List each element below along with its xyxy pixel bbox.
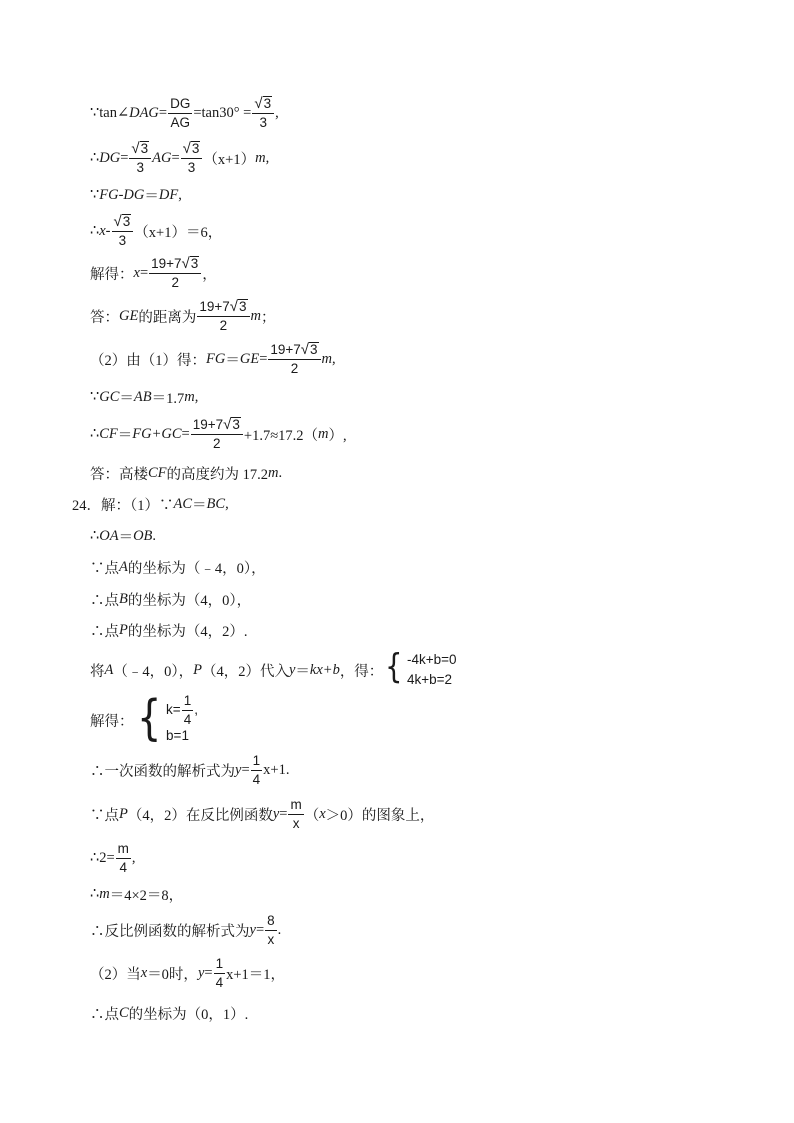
text: m	[255, 149, 266, 166]
line-inverse-result: ∴反比例函数的解析式为 y = $\frac{8}{x}$ .	[90, 913, 282, 947]
line-solve-kb: 解得： { k= $\frac{1}{4}$ , b=1	[90, 690, 198, 746]
line-gc-ab: ∵ GC ＝ AB ＝1.7 m ,	[90, 388, 199, 407]
fraction: √ 3 3	[112, 214, 134, 248]
text: AG	[152, 149, 172, 166]
numerator: √ 3	[181, 141, 203, 159]
line-part2-x0: （2）当 x ＝0时， y = $\frac{1}{4}$ x+1＝1，	[90, 956, 286, 990]
line-substitute: 将 A （﹣4，0）， P （4，2）代入 y ＝ kx+b ，得： { -4k+b=0 4k+b=2	[90, 650, 457, 690]
fraction: 19+7 √ 3 2	[268, 342, 320, 376]
fraction	[181, 141, 203, 175]
fraction: 19+7 √ 3 2	[149, 256, 201, 290]
text: =	[171, 149, 180, 166]
text: =	[158, 104, 168, 121]
sqrt: √ 3	[254, 95, 272, 113]
line-fg-dg: ∵ FG - DG ＝ DF ,	[90, 186, 182, 205]
line-m-eq: ∴ m ＝4×2＝8，	[90, 885, 184, 904]
fraction: 19+7 √ 3 2	[191, 417, 243, 451]
denominator: 3	[136, 160, 144, 176]
numerator: √ 3	[129, 141, 151, 159]
line-answer-ge: 答： GE 的距离为 19+7 √ 3 2 m ；	[90, 298, 276, 334]
line-dg	[90, 141, 269, 175]
text: （x+1）	[203, 151, 256, 168]
line-answer-cf: 答：高楼 CF 的高度约为 17.2 m .	[90, 464, 283, 483]
text: ,	[265, 149, 270, 166]
line-2-eq: ∴2= $\frac{m}{4}$ ,	[90, 841, 136, 875]
denominator: 3	[259, 115, 267, 131]
line-tan-dag	[90, 96, 279, 130]
line-solve-x: 解得： x = 19+7 √ 3 2 ，	[90, 255, 217, 291]
line-point-p: ∴点 P 的坐标为（4，2）.	[90, 621, 248, 640]
equation-system: { -4k+b=0 4k+b=2	[385, 647, 457, 687]
text: ∵tan∠	[90, 104, 130, 121]
line-cf: ∴ CF ＝ FG+GC = 19+7 √ 3 2 +1.7≈17.2（ m ）,	[90, 416, 347, 452]
line-point-a: ∵点 A 的坐标为（﹣4，0），	[90, 558, 266, 577]
line-q24: 24．解：（1）∵ AC ＝ BC ,	[72, 495, 229, 514]
text: =	[120, 149, 129, 166]
line-oa-ob: ∴ OA ＝ OB .	[90, 527, 157, 546]
fraction	[129, 141, 151, 175]
fraction	[168, 97, 192, 129]
line-point-c: ∴点 C 的坐标为（0，1）.	[90, 1004, 249, 1023]
denominator: AG	[170, 114, 190, 130]
fraction	[252, 96, 274, 130]
denominator: 3	[187, 160, 196, 176]
line-part2-fg: （2）由（1）得： FG ＝ GE = 19+7 √ 3 2 m ,	[90, 341, 336, 377]
line-linear-fn: ∴一次函数的解析式为 y = $\frac{1}{4}$ x+1.	[90, 753, 290, 787]
line-point-b: ∴点 B 的坐标为（4，0），	[90, 590, 252, 609]
text: ,	[275, 104, 279, 121]
line-inverse-fn: ∵点 P （4，2）在反比例函数 y = $\frac{m}{x}$ （ x ＞0）的图象上，	[90, 797, 435, 831]
fraction: 19+7 √ 3 2	[197, 299, 249, 333]
numerator: DG	[168, 97, 192, 114]
equation-system: { k= $\frac{1}{4}$ , b=1	[136, 690, 198, 746]
numerator	[252, 96, 274, 114]
text: ∴	[90, 149, 100, 166]
text: DAG	[129, 104, 159, 121]
text: =tan30° =	[193, 104, 252, 121]
text: DG	[99, 149, 121, 166]
line-x-eq: ∴ x - √ 3 3 （x+1）＝6，	[90, 213, 223, 249]
